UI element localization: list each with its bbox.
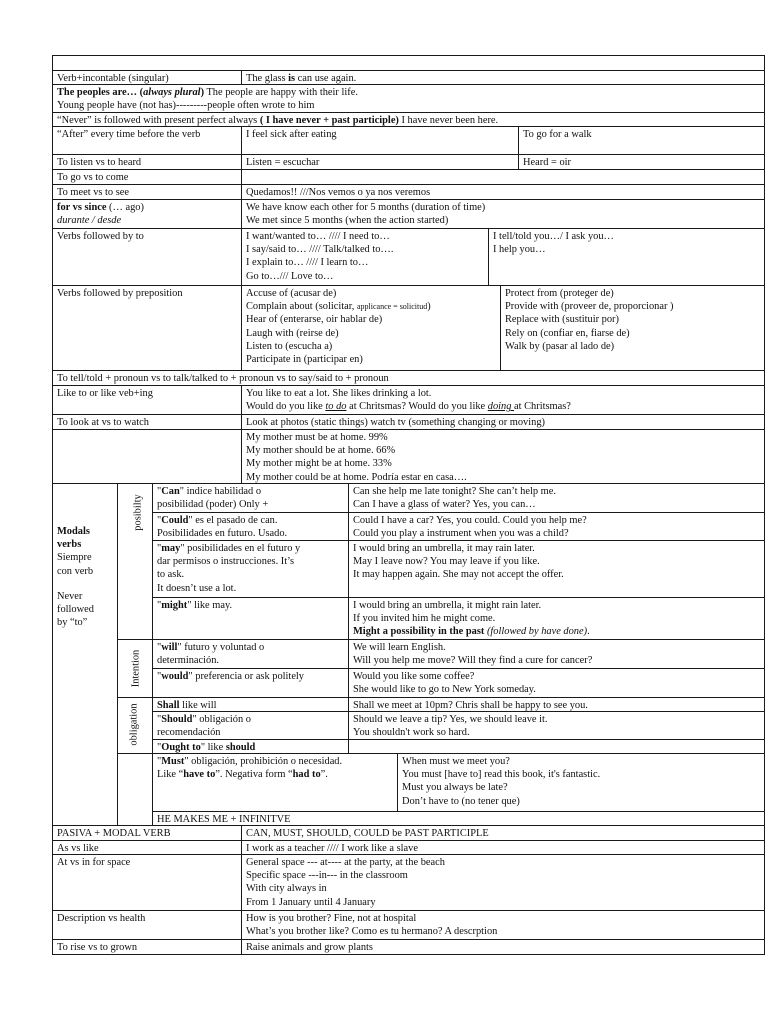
aslike-right: I work as a teacher //// I work like a slave <box>241 840 765 855</box>
modal-ought-desc: "Ought to" like should <box>152 739 349 754</box>
modal-shall-examples: Shall we meet at 10pm? Chris shall be happy to see you. <box>348 697 765 712</box>
row4-mid: I feel sick after eating <box>241 126 519 155</box>
row8-right: We have know each other for 5 months (duration of time) We met since 5 months (when the action started) <box>241 199 765 229</box>
atin-left: At vs in for space <box>52 854 242 911</box>
table-row-empty-top <box>52 55 765 71</box>
row1-left: Verb+incontable (singular) <box>52 70 242 85</box>
modal-should-examples: Should we leave a tip? Yes, we should leave it. You shouldn't work so hard. <box>348 711 765 740</box>
pasiva-left: PASIVA + MODAL VERB <box>52 825 242 841</box>
row8-left: for vs since (… ago) durante / desde <box>52 199 242 229</box>
row13-left: To look at vs to watch <box>52 414 242 430</box>
modal-should-desc: "Should" obligación o recomendación <box>152 711 349 740</box>
row3: “Never” is followed with present perfect always ( I have never + past participle) I have never been here. <box>52 112 765 127</box>
row13-right: Look at photos (static things) watch tv (something changing or moving) <box>241 414 765 430</box>
row5-right: Heard = oir <box>518 154 765 170</box>
atin-right: General space --- at---- at the party, at the beach Specific space ---in--- in the classroom With city always in From 1 January until 4 January <box>241 854 765 911</box>
row14-left <box>52 429 242 484</box>
modal-must-examples: When must we meet you? You must [have to] read this book, it's fantastic. Must you always be late? Don’t have to (no tener que) <box>397 753 765 812</box>
row12-right: You like to eat a lot. She likes drinking a lot. Would do you like to do at Chritsmas? Would do you like doing at Chritsmas? <box>241 385 765 415</box>
modal-must-desc: "Must" obligación, prohibición o necesidad. Like “have to”. Negativa form “had to”. <box>152 753 398 812</box>
row7-left: To meet vs to see <box>52 184 242 200</box>
modal-will-examples: We will learn English. Will you help me move? Will they find a cure for cancer? <box>348 639 765 669</box>
modal-would-desc: "would" preferencia or ask politely <box>152 668 349 698</box>
modal-would-examples: Would you like some coffee? She would like to go to New York someday. <box>348 668 765 698</box>
modal-could-desc: "Could" es el pasado de can. Posibilidades en futuro. Usado. <box>152 512 349 541</box>
category-obligation: obligation <box>117 697 153 754</box>
row6-right <box>241 169 765 185</box>
row2: The peoples are… (always plural) The people are happy with their life. Young people have (not has)---------people often wrote to him <box>52 84 765 113</box>
row14-right: My mother must be at home. 99% My mother should be at home. 66% My mother might be at home. 33% My mother could be at home. Podría estar en casa…. <box>241 429 765 484</box>
row6-left: To go vs to come <box>52 169 242 185</box>
modal-shall-desc: Shall like will <box>152 697 349 712</box>
row10-mid: Accuse of (acusar de) Complain about (solicitar, applicance = solicitud) Hear of (enterarse, oir hablar de) Laugh with (reirse de) Listen to (escucha a) Participate in (participar en) <box>241 285 501 371</box>
row11: To tell/told + pronoun vs to talk/talked to + pronoun vs to say/said to + pronoun <box>52 370 765 386</box>
row10-right: Protect from (proteger de) Provide with (proveer de, proporcionar ) Replace with (sustituir por) Rely on (confiar en, fiarse de) Walk by (pasar al lado de) <box>500 285 765 371</box>
modal-may-examples: I would bring an umbrella, it may rain later. May I leave now? You may leave if you like. It may happen again. She may not accept the offer. <box>348 540 765 598</box>
modal-can-examples: Can she help me late tonight? She can’t help me. Can I have a glass of water? Yes, you can… <box>348 483 765 513</box>
row5-mid: Listen = escuchar <box>241 154 519 170</box>
category-intention: Intention <box>117 639 153 698</box>
modal-ought-examples <box>348 739 765 754</box>
row4-right: To go for a walk <box>518 126 765 155</box>
row10-left: Verbs followed by preposition <box>52 285 242 371</box>
modal-can-desc: "Can" indice habilidad o posibilidad (poder) Only + <box>152 483 349 513</box>
row9-right: I tell/told you…/ I ask you… I help you… <box>488 228 765 286</box>
row7-right: Quedamos!! ///Nos vemos o ya nos veremos <box>241 184 765 200</box>
modal-may-desc: "may" posibilidades en el futuro y dar permisos o instrucciones. It’s to ask. It doesn’t use a lot. <box>152 540 349 598</box>
row1-right: The glass is can use again. <box>241 70 765 85</box>
modal-might-desc: "might" like may. <box>152 597 349 640</box>
desc-left: Description vs health <box>52 910 242 940</box>
modal-could-examples: Could I have a car? Yes, you could. Could you help me? Could you play a instrument when you was a child? <box>348 512 765 541</box>
desc-right: How is you brother? Fine, not at hospital What’s you brother like? Como es tu hermano? A descrption <box>241 910 765 940</box>
modal-might-examples: I would bring an umbrella, it might rain later. If you invited him he might come. Might a possibility in the past (followed by have done). <box>348 597 765 640</box>
rise-right: Raise animals and grow plants <box>241 939 765 955</box>
category-empty <box>117 753 153 826</box>
row12-left: Like to or like veb+ing <box>52 385 242 415</box>
row9-mid: I want/wanted to… //// I need to… I say/said to… //// Talk/talked to…. I explain to… //// I learn to… Go to…/// Love to… <box>241 228 489 286</box>
modals-label: Modals verbs Siempre con verb Never followed by “to” <box>52 483 118 826</box>
row4-left: “After” every time before the verb <box>52 126 242 155</box>
category-posibility: posibilty <box>117 483 153 640</box>
pasiva-right: CAN, MUST, SHOULD, COULD be PAST PARTICIPLE <box>241 825 765 841</box>
row9-left: Verbs followed by to <box>52 228 242 286</box>
modal-will-desc: "will" futuro y voluntad o determinación. <box>152 639 349 669</box>
modal-makes: HE MAKES ME + INFINITVE <box>152 811 765 826</box>
rise-left: To rise vs to grown <box>52 939 242 955</box>
row5-left: To listen vs to heard <box>52 154 242 170</box>
aslike-left: As vs like <box>52 840 242 855</box>
